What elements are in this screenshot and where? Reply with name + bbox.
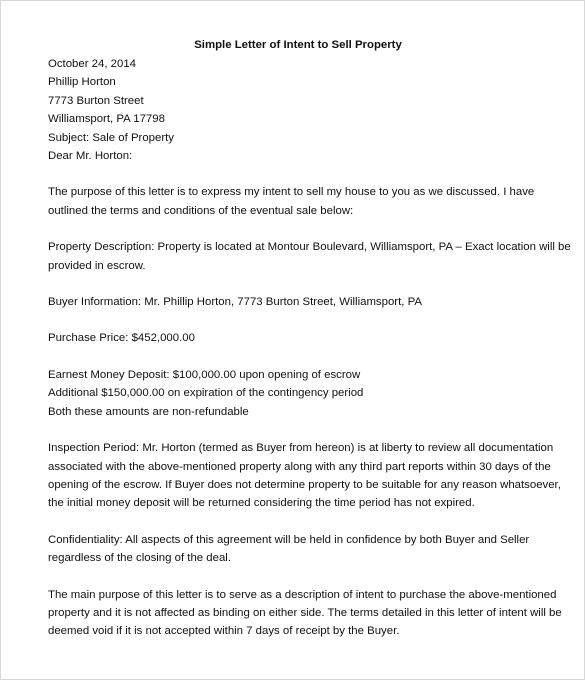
paragraph-line: Additional $150,000.00 on expiration of the contingency period xyxy=(48,387,364,400)
paragraph-line: Buyer Information: Mr. Phillip Horton, 7773 Burton Street, Williamsport, PA xyxy=(48,296,422,309)
paragraph-line: Both these amounts are non-refundable xyxy=(48,405,249,418)
paragraph-line: regardless of the closing of the deal. xyxy=(48,552,231,565)
body-paragraph xyxy=(48,366,548,421)
letter-document xyxy=(48,37,571,659)
paragraph-line: provided in escrow. xyxy=(48,259,146,272)
paragraph-line: opening of the escrow. If Buyer does not determine property to be suitable for any reason whatsoever, xyxy=(48,478,561,491)
recipient-city-state-zip: Williamsport, PA 17798 xyxy=(48,113,165,126)
document-title: Simple Letter of Intent to Sell Property xyxy=(194,39,402,51)
letter-date: October 24, 2014 xyxy=(48,58,137,70)
paragraph-line: property and it is not affected as binding on either side. The terms detailed in this letter of intent will be xyxy=(48,606,562,619)
body-paragraph xyxy=(48,293,548,311)
recipient-name: Phillip Horton xyxy=(48,76,116,89)
body-paragraph xyxy=(48,531,548,568)
paragraph-line: Purchase Price: $452,000.00 xyxy=(48,332,195,345)
paragraph-line: outlined the terms and conditions of the eventual sale below: xyxy=(48,204,354,217)
recipient-street: 7773 Burton Street xyxy=(48,94,144,107)
paragraph-line: The purpose of this letter is to express my intent to sell my house to you as we discussed. I have xyxy=(48,186,535,199)
body-paragraph xyxy=(48,238,571,275)
body-paragraph xyxy=(48,329,548,347)
paragraph-line: associated with the above-mentioned property along with any third part reports within 30 days of the xyxy=(48,460,551,473)
paragraph-line: The main purpose of this letter is to serve as a description of intent to purchase the above-mentioned xyxy=(48,588,557,601)
letter-salutation: Dear Mr. Horton: xyxy=(48,150,133,163)
paragraph-line: Property Description: Property is located at Montour Boulevard, Williamsport, PA – Exact location will be xyxy=(48,241,571,254)
paragraph-line: Confidentiality: All aspects of this agreement will be held in confidence by both Buyer and Seller xyxy=(48,533,530,546)
paragraph-line: deemed void if it is not accepted within 7 days of receipt by the Buyer. xyxy=(48,625,400,638)
body-paragraph xyxy=(48,586,562,641)
body-paragraph xyxy=(48,183,548,220)
letter-subject: Subject: Sale of Property xyxy=(48,131,174,144)
letter-body xyxy=(48,183,571,640)
paragraph-line: Inspection Period: Mr. Horton (termed as Buyer from hereon) is at liberty to review all documentation xyxy=(48,442,554,455)
paragraph-line: Earnest Money Deposit: $100,000.00 upon opening of escrow xyxy=(48,368,361,381)
body-paragraph xyxy=(48,439,561,513)
letter-header xyxy=(48,55,548,165)
paragraph-line: the initial money deposit will be returned considering the time period has not expired. xyxy=(48,497,475,510)
